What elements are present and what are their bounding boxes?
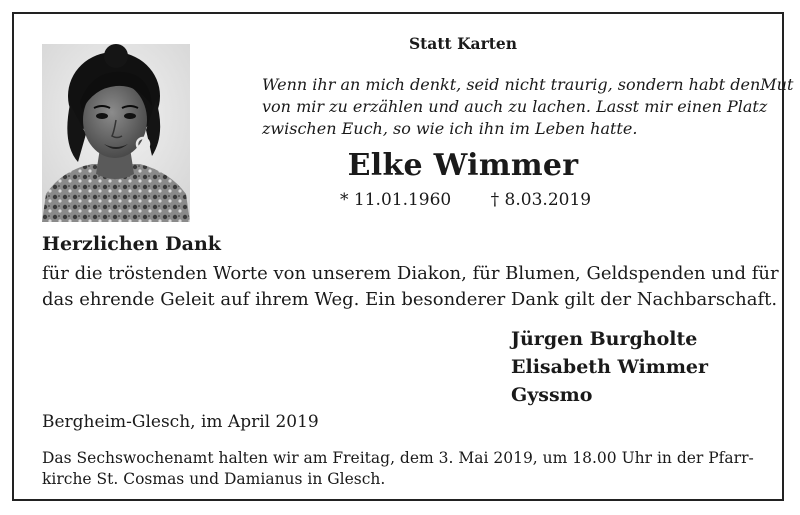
portrait-photo bbox=[42, 44, 190, 222]
quote-line: von mir zu erzählen und auch zu lachen. Lasst mir einen Platz bbox=[262, 97, 768, 116]
memorial-quote bbox=[262, 74, 794, 140]
deceased-name: Elke Wimmer bbox=[347, 148, 579, 183]
notice-line: Das Sechswochenamt halten wir am Freitag, dem 3. Mai 2019, um 18.00 Uhr in der Pfarr- bbox=[42, 449, 754, 467]
statt-karten-heading: Statt Karten bbox=[408, 34, 518, 53]
signer-name: Elisabeth Wimmer bbox=[511, 356, 709, 378]
signer-name: Gyssmo bbox=[511, 384, 593, 406]
service-notice bbox=[42, 448, 772, 490]
thanks-line: für die tröstenden Worte von unserem Diakon, für Blumen, Geldspenden und für bbox=[42, 263, 779, 284]
thanks-heading: Herzlichen Dank bbox=[42, 233, 221, 255]
notice-line: kirche St. Cosmas und Damianus in Glesch. bbox=[42, 470, 386, 488]
birth-date: * 11.01.1960 bbox=[340, 190, 452, 210]
quote-line: zwischen Euch, so wie ich ihn im Leben hatte. bbox=[262, 119, 638, 138]
signer-name: Jürgen Burgholte bbox=[511, 328, 698, 350]
thanks-line: das ehrende Geleit auf ihrem Weg. Ein besonderer Dank gilt der Nachbarschaft. bbox=[42, 289, 778, 310]
death-date: † 8.03.2019 bbox=[490, 190, 592, 210]
life-dates bbox=[340, 190, 591, 210]
thanks-text bbox=[42, 261, 779, 313]
quote-line: Wenn ihr an mich denkt, seid nicht traurig, sondern habt denMut bbox=[262, 75, 794, 94]
signers bbox=[511, 325, 708, 409]
place-date: Bergheim-Glesch, im April 2019 bbox=[42, 412, 319, 432]
